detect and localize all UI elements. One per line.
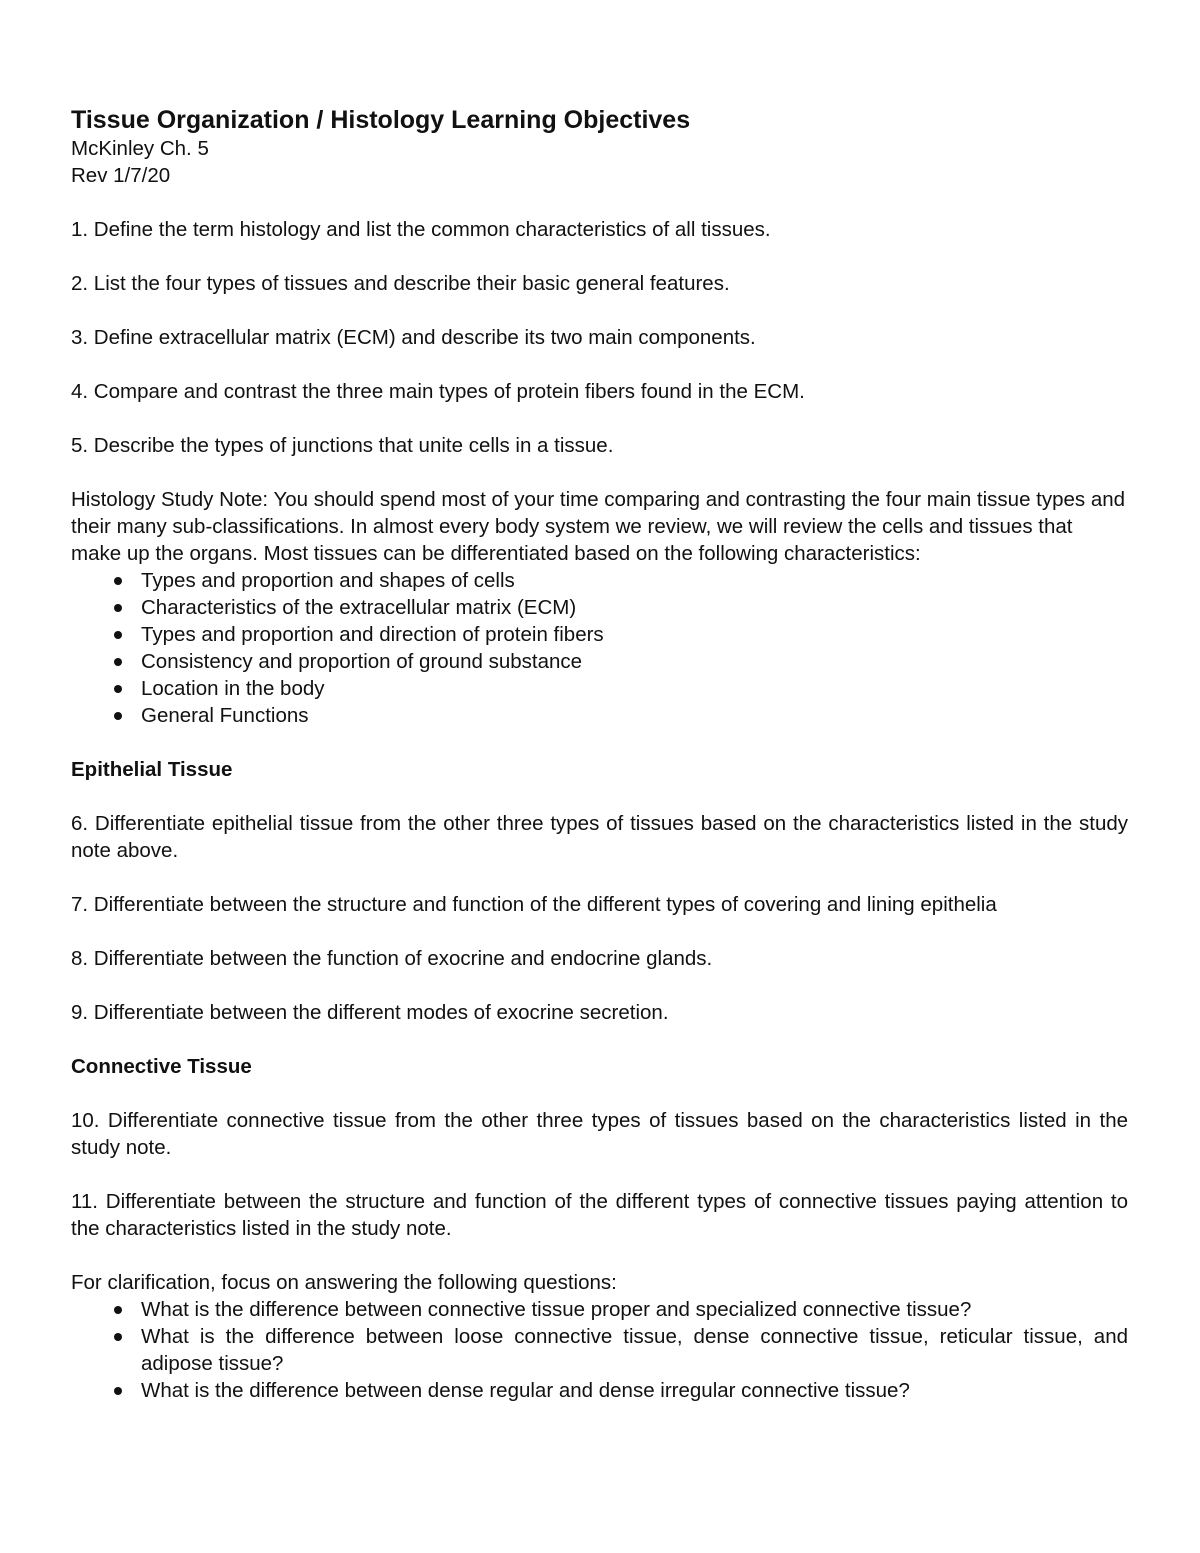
objective-10: 10. Differentiate connective tissue from the other three types of tissues based on the characteristics listed in the study note. [71, 1109, 1128, 1159]
objective-3: 3. Define extracellular matrix (ECM) and describe its two main components. [71, 326, 756, 349]
list-item: Types and proportion and direction of protein fibers [71, 621, 1128, 648]
clarification-intro: For clarification, focus on answering the following questions: [71, 1271, 617, 1294]
list-item: Types and proportion and shapes of cells [71, 567, 1128, 594]
objective-9: 9. Differentiate between the different modes of exocrine secretion. [71, 1001, 669, 1024]
list-item: General Functions [71, 702, 1128, 729]
objective-11: 11. Differentiate between the structure and function of the different types of connective tissues paying attention to the characteristics listed in the study note. [71, 1190, 1128, 1240]
list-item: What is the difference between connective tissue proper and specialized connective tissue? [71, 1296, 1128, 1323]
list-item: What is the difference between loose connective tissue, dense connective tissue, reticular tissue, and adipose tissue? [71, 1323, 1128, 1377]
connective-heading: Connective Tissue [71, 1055, 252, 1078]
list-item: What is the difference between dense regular and dense irregular connective tissue? [71, 1377, 1128, 1404]
source-reference: McKinley Ch. 5 [71, 137, 209, 160]
objective-4: 4. Compare and contrast the three main types of protein fibers found in the ECM. [71, 380, 805, 403]
document-page [71, 105, 1128, 1404]
objective-8: 8. Differentiate between the function of exocrine and endocrine glands. [71, 947, 713, 970]
study-note-characteristics-list [71, 567, 1128, 729]
objective-7: 7. Differentiate between the structure and function of the different types of covering and lining epithelia [71, 893, 997, 916]
document-title: Tissue Organization / Histology Learning Objectives [71, 106, 691, 134]
objective-6: 6. Differentiate epithelial tissue from the other three types of tissues based on the characteristics listed in the study note above. [71, 812, 1128, 862]
objective-1: 1. Define the term histology and list the common characteristics of all tissues. [71, 218, 771, 241]
list-item: Characteristics of the extracellular matrix (ECM) [71, 594, 1128, 621]
epithelial-heading: Epithelial Tissue [71, 758, 233, 781]
objective-5: 5. Describe the types of junctions that unite cells in a tissue. [71, 434, 614, 457]
clarification-questions-list [71, 1296, 1128, 1404]
objective-2: 2. List the four types of tissues and describe their basic general features. [71, 272, 730, 295]
revision-date: Rev 1/7/20 [71, 164, 171, 187]
study-note: Histology Study Note: You should spend most of your time comparing and contrasting the four main tissue types and their many sub-classifications. In almost every body system we review, we will review the cells and tissues that make up the organs. Most tissues can be differentiated based on the following characteristics: [71, 488, 1126, 565]
list-item: Consistency and proportion of ground substance [71, 648, 1128, 675]
list-item: Location in the body [71, 675, 1128, 702]
